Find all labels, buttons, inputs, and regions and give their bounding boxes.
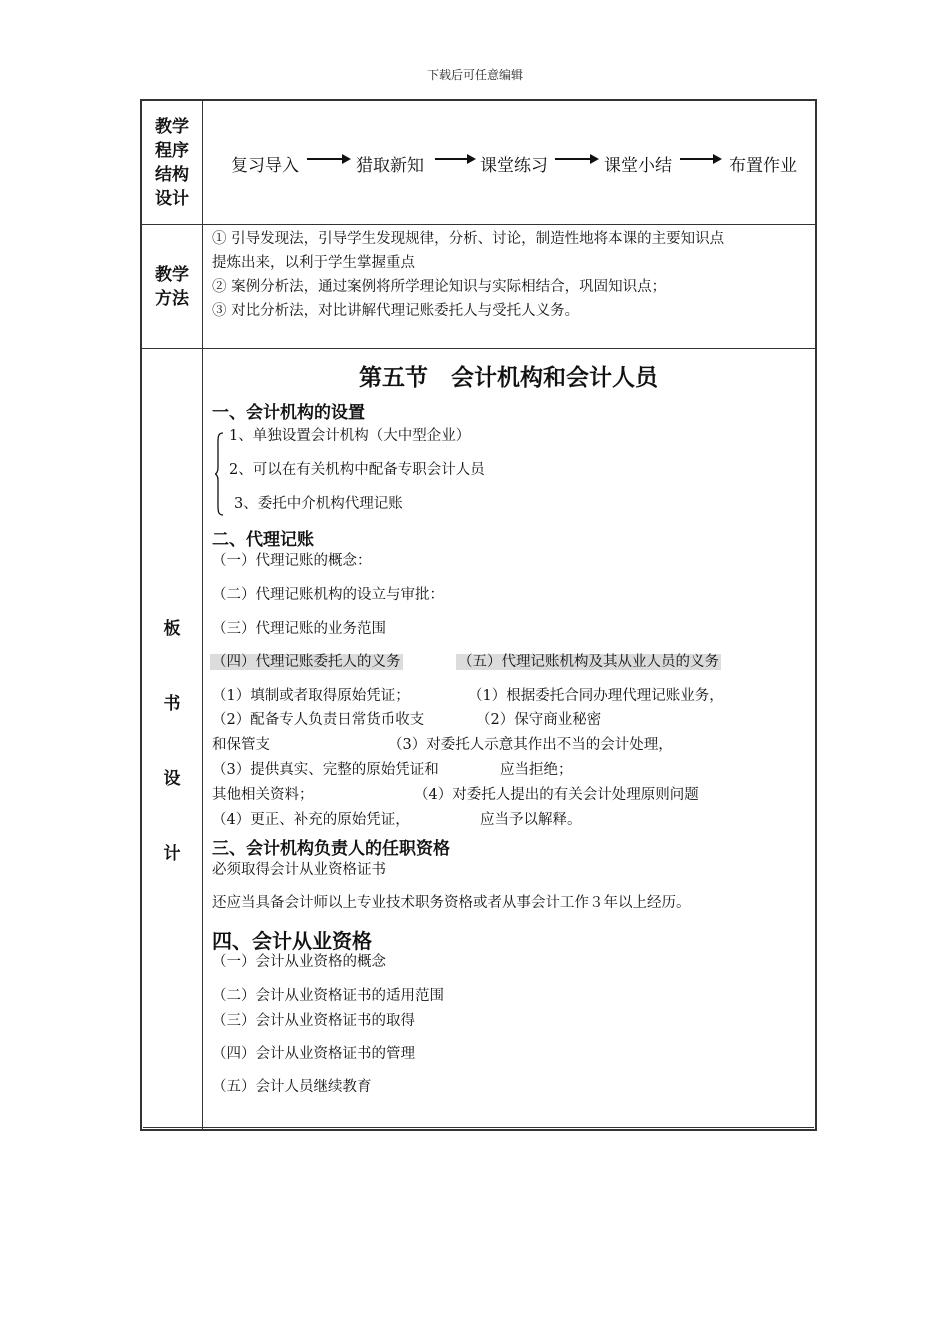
section-heading: 三、会计机构负责人的任职资格 [212,839,450,859]
sec1-item: 2、可以在有关机构中配备专职会计人员 [229,462,485,478]
right-duty-line: （1）根据委托合同办理代理记账业务， [468,688,724,704]
method-line: 提炼出来，以利于学生掌握重点 [212,255,415,271]
board-title: 第五节 会计机构和会计人员 [359,365,658,391]
agency-duties-title [456,652,721,672]
board-label-char: 书 [163,694,181,714]
sec1-item: 1、单独设置会计机构（大中型企业） [229,428,471,444]
structure-label-line: 教学 [155,117,189,137]
page-header-note: 下载后可任意编辑 [426,68,523,82]
section-heading: 四、会计从业资格 [212,929,372,953]
sec4-item: （四）会计从业资格证书的管理 [212,1046,415,1062]
left-duty-line: （1）填制或者取得原始凭证； [212,688,410,704]
left-duty-line: 和保管支 [212,737,270,753]
left-duty-line: （3）提供真实、完整的原始凭证和 [212,762,439,778]
structure-label-line: 程序 [155,141,189,161]
left-duty-line: 其他相关资料； [212,787,314,803]
flow-step-new-knowledge: 猎取新知 [356,156,424,176]
section-heading: 二、代理记账 [212,530,314,550]
method-label-line: 方法 [155,289,189,309]
method-line: ③ 对比分析法，对比讲解代理记账委托人与受托人义务。 [212,303,580,319]
row-divider-2 [142,348,815,349]
board-label-char: 设 [163,769,181,789]
board-label-char: 计 [163,844,181,864]
left-duty-line: （4）更正、补充的原始凭证， [212,812,410,828]
method-label-line: 教学 [155,265,189,285]
row-divider-1 [142,224,815,225]
flow-arrow [680,158,714,160]
delegator-duties-title [210,652,403,672]
board-label-char: 板 [163,619,181,639]
right-duty-line: （3）对委托人示意其作出不当的会计处理， [388,737,673,753]
sec4-item: （三）会计从业资格证书的取得 [212,1013,415,1029]
right-duty-line: 应当拒绝； [500,762,573,778]
sec3-line: 还应当具备会计师以上专业技术职务资格或者从事会计工作３年以上经历。 [212,895,691,911]
method-label [142,263,202,311]
sec4-item: （五）会计人员继续教育 [212,1079,372,1095]
sec3-line: 必须取得会计从业资格证书 [212,862,386,878]
method-line: ① 引导发现法，引导学生发现规律，分析、讨论，制造性地将本课的主要知识点 [212,231,725,247]
delegator-duties-title-text: （四）代理记账委托人的义务 [212,654,401,670]
sec1-item: 3、委托中介机构代理记账 [234,496,403,512]
structure-label-line: 设计 [155,189,189,209]
flow-step-summary: 课堂小结 [604,156,672,176]
column-divider [202,101,203,1129]
flow-arrow [435,158,468,160]
structure-label [142,115,202,211]
right-duty-line: （4）对委托人提出的有关会计处理原则问题 [414,787,699,803]
flow-step-practice: 课堂练习 [480,156,548,176]
agency-duties-title-text: （五）代理记账机构及其从业人员的义务 [458,654,719,670]
right-duty-line: （2）保守商业秘密 [476,712,602,728]
right-duty-line: 应当予以解释。 [480,812,582,828]
sec4-item: （二）会计从业资格证书的适用范围 [212,988,444,1004]
flow-arrow [307,158,343,160]
sec2-item: （二）代理记账机构的设立与审批： [212,587,444,603]
curly-brace-icon [214,432,224,516]
method-line: ② 案例分析法，通过案例将所学理论知识与实际相结合，巩固知识点； [212,279,667,295]
section-heading: 一、会计机构的设置 [212,403,365,423]
flow-step-homework: 布置作业 [729,156,797,176]
structure-label-line: 结构 [155,165,189,185]
sec2-item: （三）代理记账的业务范围 [212,621,386,637]
sec4-item: （一）会计从业资格的概念 [212,954,386,970]
lesson-plan-table [140,99,817,1131]
flow-arrow [555,158,591,160]
left-duty-line: （2）配备专人负责日常货币收支 [212,712,425,728]
sec2-item: （一）代理记账的概念： [212,553,372,569]
flow-step-review: 复习导入 [231,156,299,176]
